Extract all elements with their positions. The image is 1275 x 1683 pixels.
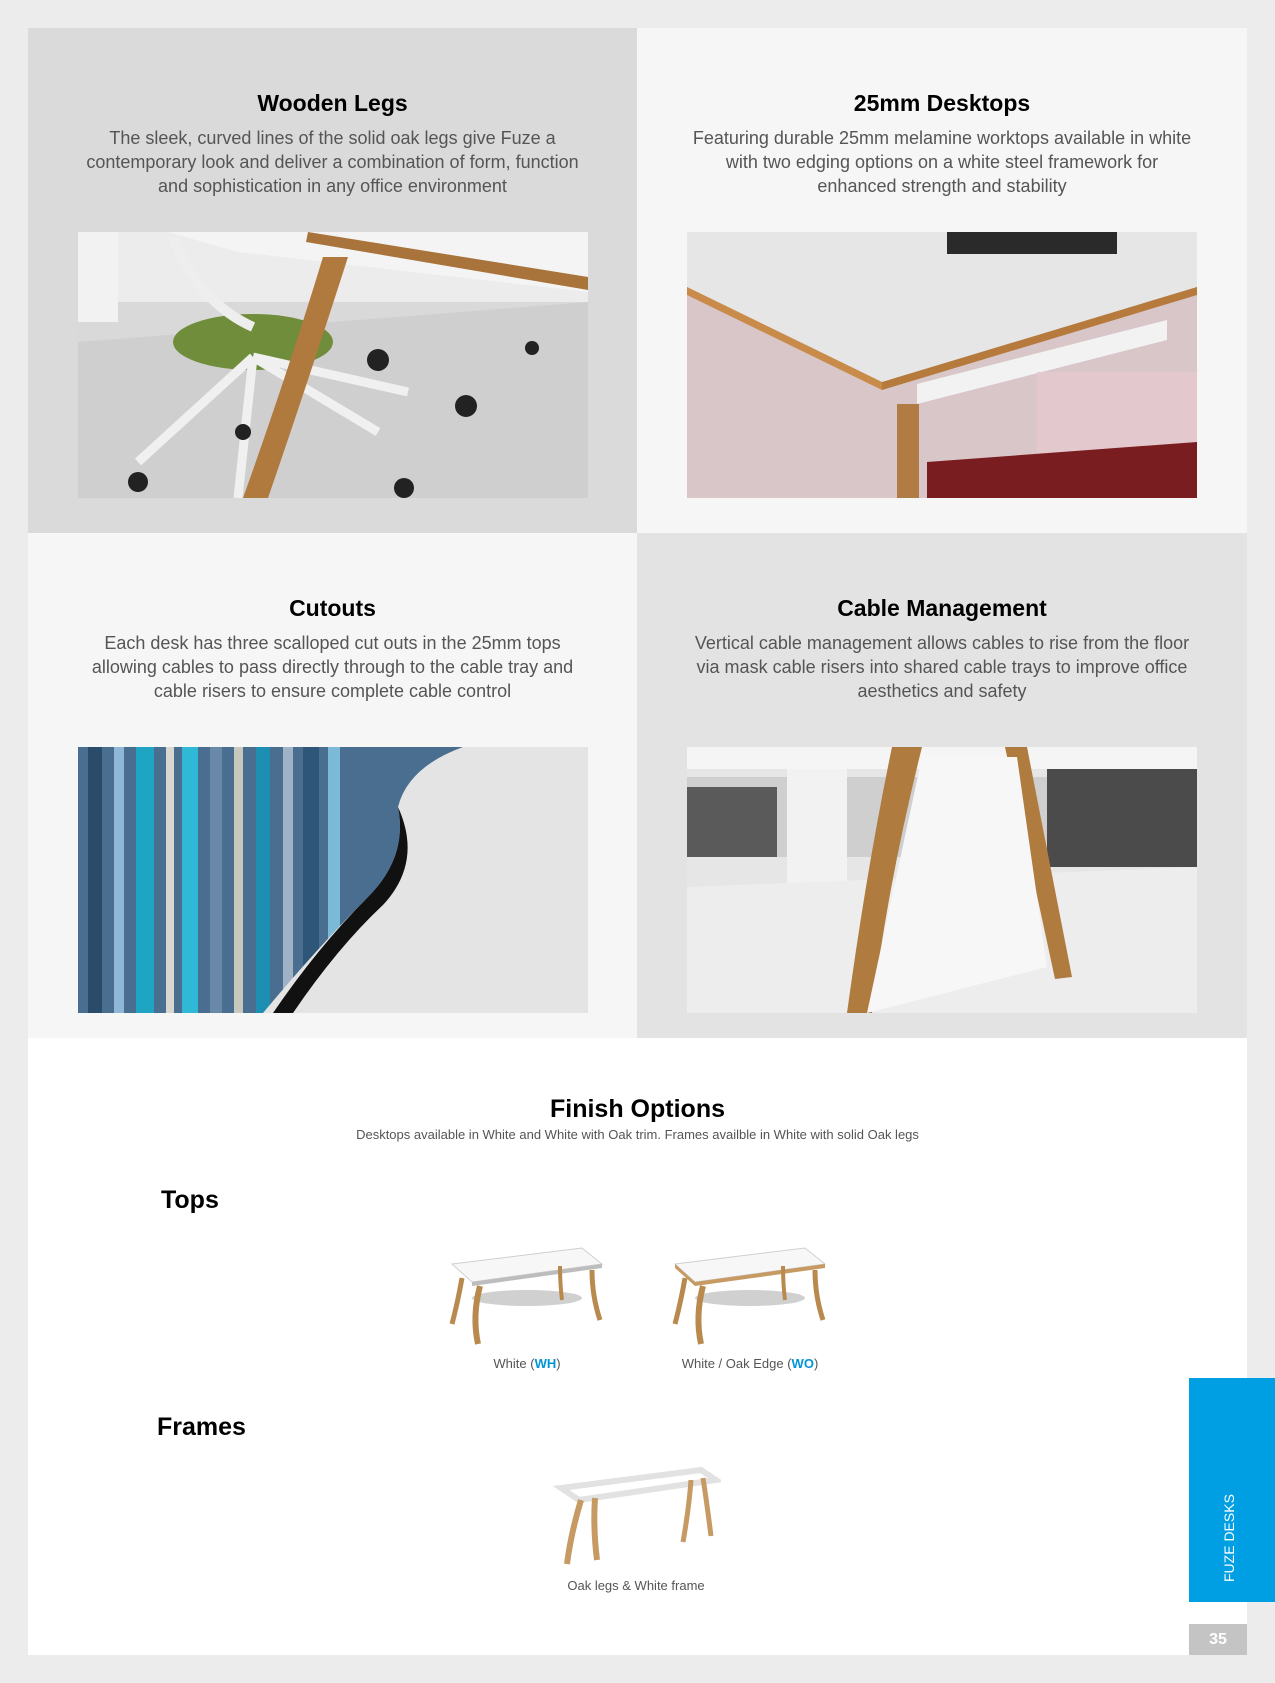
top-option-label: White / Oak Edge (WO) [681,1356,819,1371]
feature-description: Each desk has three scalloped cut outs in the 25mm tops allowing cables to pass directly through to the cable tray and cable risers to ensure complete cable control [91,633,574,701]
desktop-edge-photo [687,232,1197,498]
frame-option-label: Oak legs & White frame [567,1578,705,1593]
feature-title: Cable Management [837,595,1047,621]
feature-description: Featuring durable 25mm melamine worktops available in white with two edging options on a white steel framework for enhanced strength and stability [692,128,1192,196]
finish-options-title: Finish Options [550,1095,725,1123]
finish-code: WH [534,1356,557,1371]
feature-title: Cutouts [289,595,376,621]
feature-wooden-legs [28,28,637,533]
page-number: 35 [1189,1624,1247,1655]
feature-25mm-desktops [637,28,1247,533]
section-tab [1189,1378,1275,1602]
finish-options-subtitle: Desktops available in White and White with Oak trim. Frames availble in White with solid Oak legs [356,1127,919,1142]
wooden-legs-photo [78,232,588,498]
frame-option-oak-white [541,1458,731,1593]
section-tab-label: FUZE DESKS [1221,1494,1237,1582]
frame-oak-white-image [551,1458,721,1568]
top-option-white-oak-edge [655,1236,845,1371]
cutouts-photo [78,747,588,1013]
desk-white-image [442,1236,612,1346]
cable-management-photo [687,747,1197,1013]
feature-description: Vertical cable management allows cables to rise from the floor via mask cable risers into shared cable trays to improve office aesthetics and safety [694,633,1190,701]
finish-code: WO [791,1356,814,1371]
tops-heading: Tops [161,1186,219,1214]
brochure-page [28,28,1247,1655]
top-option-white [432,1236,622,1371]
feature-cable-management [637,533,1247,1038]
frames-heading: Frames [157,1413,246,1441]
desk-white-oak-edge-image [665,1236,835,1346]
feature-cutouts [28,533,637,1038]
feature-title: Wooden Legs [257,90,408,116]
feature-title: 25mm Desktops [853,90,1031,116]
feature-description: The sleek, curved lines of the solid oak legs give Fuze a contemporary look and deliver a combination of form, function and sophistication in any office environment [86,128,579,196]
top-option-label: White (WH) [493,1356,561,1371]
